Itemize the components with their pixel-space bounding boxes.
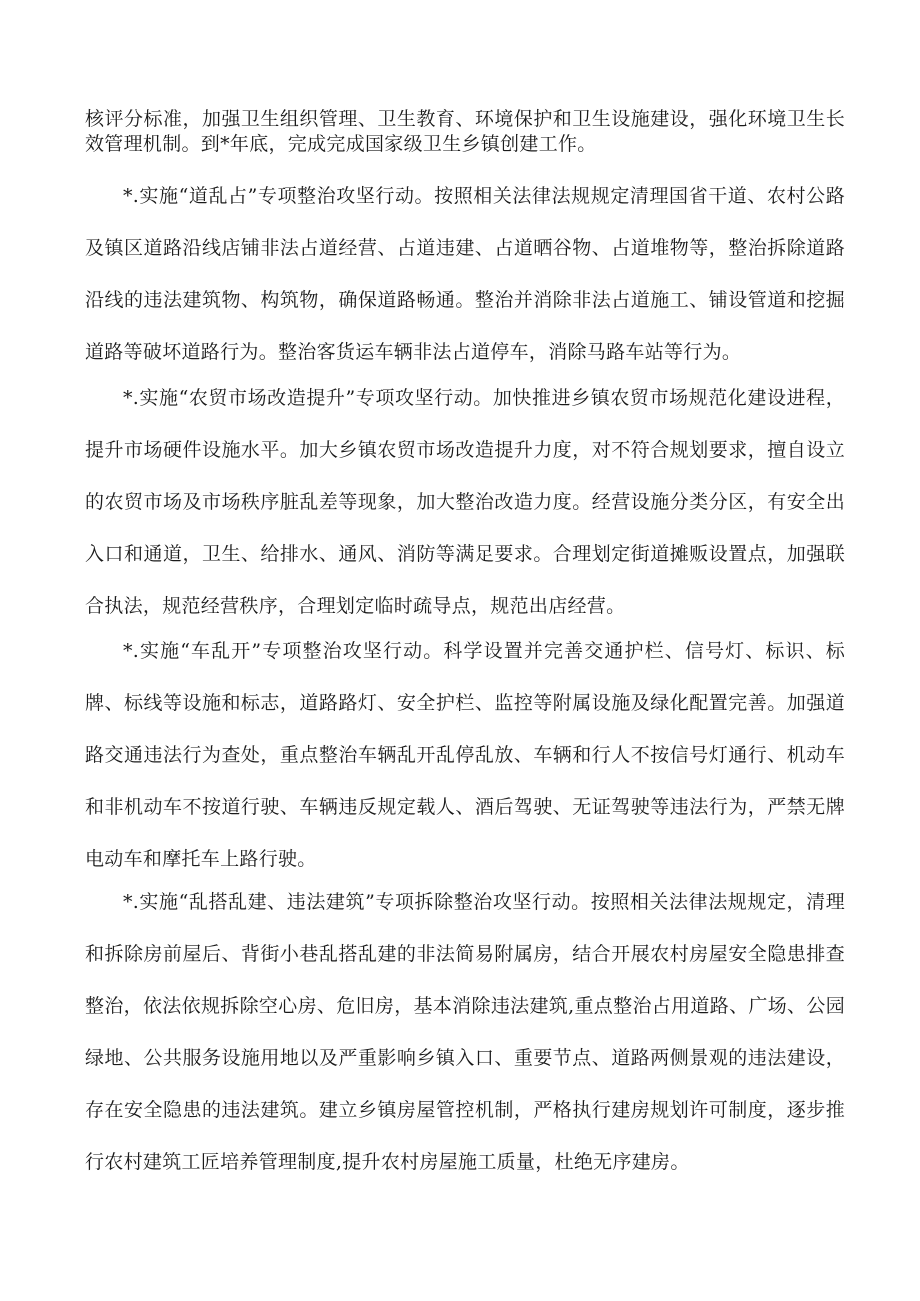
paragraph-traffic-control: *.实施“车乱开”专项整治攻坚行动。科学设置并完善交通护栏、信号灯、标识、标牌、标线等设施和标志，道路路灯、安全护栏、监控等附属设施及绿化配置完善。加强道路交通违法行为查处，重点整治车辆乱开乱停乱放、车辆和行人不按信号灯通行、机动车和非机动车不按道行驶、车辆违反规定载人、酒后驾驶、无证驾驶等违法行为，严禁无牌电动车和摩托车上路行驶。 <box>85 640 845 870</box>
paragraph-illegal-buildings: *.实施“乱搭乱建、违法建筑”专项拆除整治攻坚行动。按照相关法律法规规定，清理和拆除房前屋后、背街小巷乱搭乱建的非法简易附属房，结合开展农村房屋安全隐患排查整治，依法依规拆除空心房、危旧房，基本消除违法建筑,重点整治占用道路、广场、公园绿地、公共服务设施用地以及严重影响乡镇入口、重要节点、道路两侧景观的违法建设，存在安全隐患的违法建筑。建立乡镇房屋管控机制，严格执行建房规划许可制度，逐步推行农村建筑工匠培养管理制度,提升农村房屋施工质量，杜绝无序建房。 <box>85 891 845 1173</box>
paragraph-road-occupation: *.实施“道乱占”专项整治攻坚行动。按照相关法律法规规定清理国省干道、农村公路及镇区道路沿线店铺非法占道经营、占道违建、占道晒谷物、占道堆物等，整治拆除道路沿线的违法建筑物、构筑物，确保道路畅通。整治并消除非法占道施工、铺设管道和挖掘道路等破坏道路行为。整治客货运车辆非法占道停车，消除马路车站等行为。 <box>85 185 845 363</box>
paragraph-continuation: 核评分标准，加强卫生组织管理、卫生教育、环境保护和卫生设施建设，强化环境卫生长效管理机制。到*年底，完成完成国家级卫生乡镇创建工作。 <box>85 108 845 155</box>
paragraph-market-upgrade: *.实施“农贸市场改造提升”专项攻坚行动。加快推进乡镇农贸市场规范化建设进程，提升市场硬件设施水平。加大乡镇农贸市场改造提升力度，对不符合规划要求，擅自设立的农贸市场及市场秩序脏乱差等现象，加大整治改造力度。经营设施分类分区，有安全出入口和通道，卫生、给排水、通风、消防等满足要求。合理划定街道摊贩设置点，加强联合执法，规范经营秩序，合理划定临时疏导点，规范出店经营。 <box>85 387 845 617</box>
